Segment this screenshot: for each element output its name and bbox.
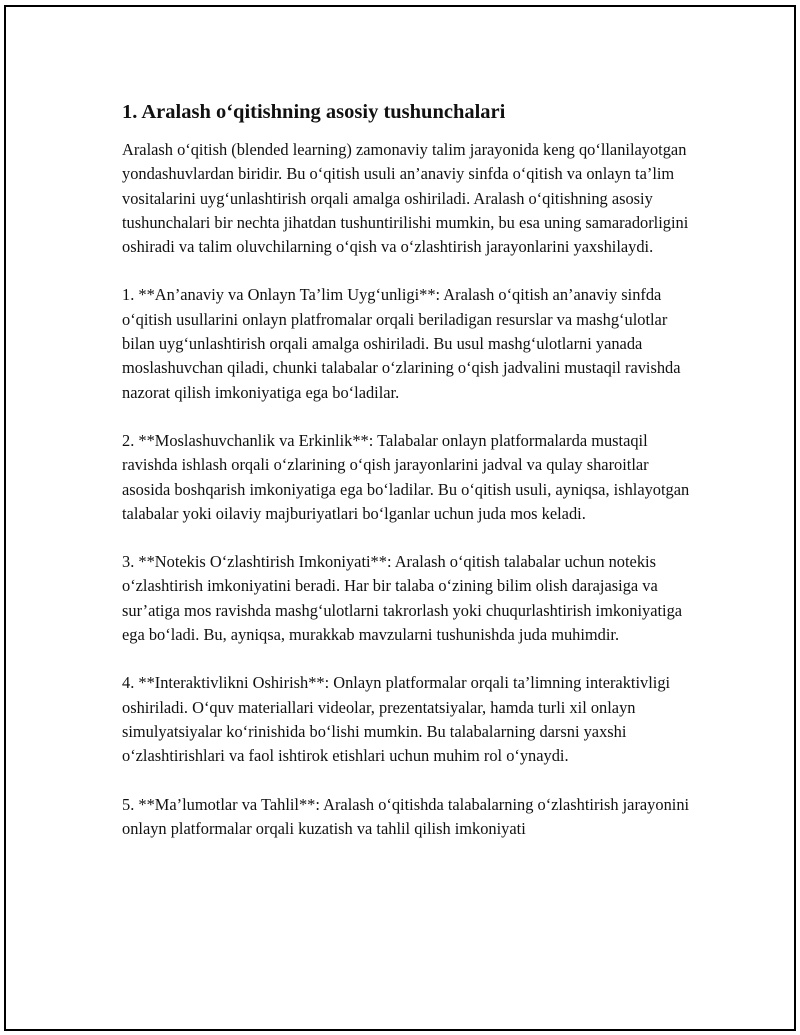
- section-heading: 1. Aralash o‘qitishning asosiy tushunchalari: [122, 101, 506, 123]
- list-paragraph-1: 1. **An’anaviy va Onlayn Ta’lim Uyg‘unligi**: Aralash o‘qitish an’anaviy sinfda o‘qitish usullarini onlayn platfromalar orqali beriladigan resurslar va mashg‘ulotlar bilan uyg‘unlashtirish orqali amalga oshiriladi. Bu usul mashg‘ulotlarni yanada moslashuvchan qiladi, chunki talabalar o‘zlarining o‘qish jadvalini mustaqil ravishda nazorat qilish imkoniyatiga ega bo‘ladilar.: [122, 285, 681, 402]
- list-paragraph-5: 5. **Ma’lumotlar va Tahlil**: Aralash o‘qitishda talabalarning o‘zlashtirish jarayonini onlayn platformalar orqali kuzatish va tahlil qilish imkoniyati: [122, 794, 690, 838]
- list-paragraph-2: 2. **Moslashuvchanlik va Erkinlik**: Talabalar onlayn platformalarda mustaqil ravishda ishlash orqali o‘zlarining o‘qish jarayonlarini jadval va qulay sharoitlar asosida boshqarish imkoniyatiga ega bo‘ladilar. Bu o‘qitish usuli, ayniqsa, ishlayotgan talabalar yoki oilaviy majburiyatlari bo‘lganlar uchun juda mos keladi.: [122, 430, 690, 523]
- list-paragraph-3: 3. **Notekis O‘zlashtirish Imkoniyati**: Aralash o‘qitish talabalar uchun notekis o‘zlashtirish imkoniyatini beradi. Har bir talaba o‘zining bilim olish darajasiga va sur’atiga mos ravishda mashg‘ulotlarni takrorlash yoki chuqurlashtirish imkoniyatiga ega bo‘ladi. Bu, ayniqsa, murakkab mavzularni tushunishda juda muhimdir.: [122, 552, 683, 645]
- page-frame: [4, 5, 796, 1031]
- intro-paragraph: Aralash o‘qitish (blended learning) zamonaviy talim jarayonida keng qo‘llanilayotgan yondashuvlardan biridir. Bu o‘qitish usuli an’anaviy sinfda o‘qitish va onlayn ta’lim vositalarini uyg‘unlashtirish orqali amalga oshiriladi. Aralash o‘qitishning asosiy tushunchalari bir nechta jihatdan tushuntirilishi mumkin, bu esa uning samaradorligini oshiradi va talim oluvchilarning o‘qish va o‘zlashtirish jarayonlarini yaxshilaydi.: [122, 140, 689, 257]
- document-body: [122, 97, 692, 865]
- list-paragraph-4: 4. **Interaktivlikni Oshirish**: Onlayn platformalar orqali ta’limning interaktivligi oshiriladi. O‘quv materiallari videolar, prezentatsiyalar, hamda turli xil onlayn simulyatsiyalar ko‘rinishida bo‘lishi mumkin. Bu talabalarning darsni yaxshi o‘zlashtirishlari va faol ishtirok etishlari uchun muhim rol o‘ynaydi.: [122, 673, 671, 766]
